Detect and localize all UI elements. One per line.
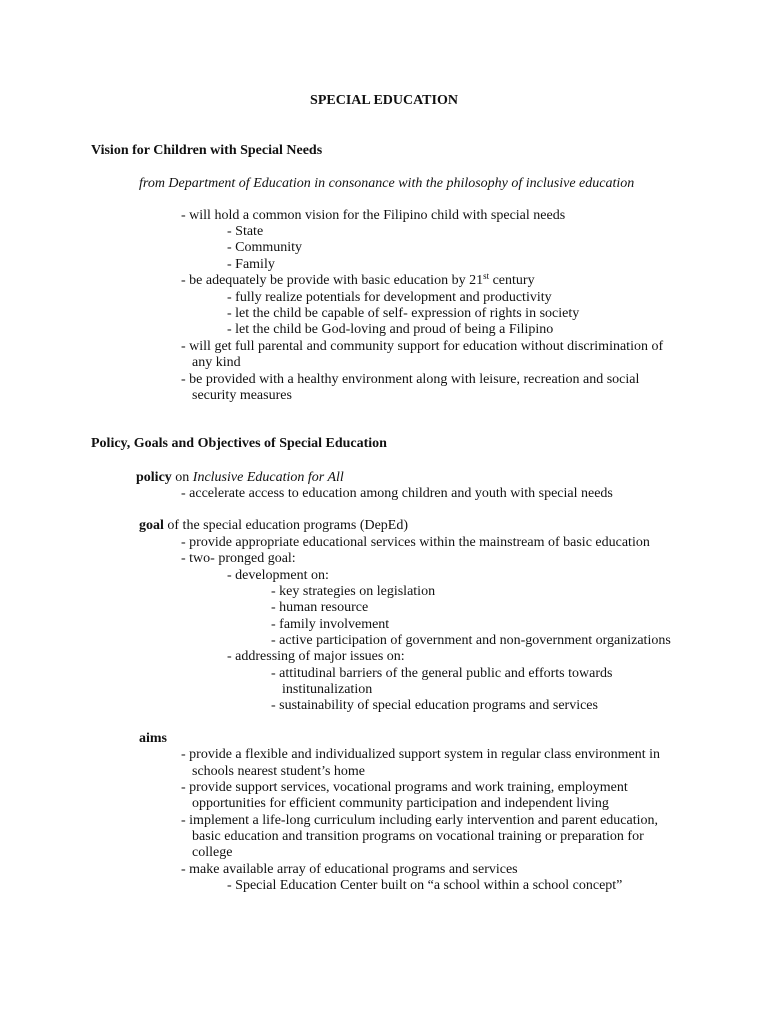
issue-item-attitudinal-barriers: - attitudinal barriers of the general public and efforts towards [271, 666, 613, 681]
vision-item-basic-education [181, 273, 535, 289]
issue-item-attitudinal-barriers-cont: institunalization [282, 682, 373, 697]
policy-label: policy [136, 470, 172, 485]
vision-subitem-potentials: - fully realize potentials for development and productivity [227, 290, 552, 305]
vision-item-healthy-environment: - be provided with a healthy environment along with leisure, recreation and social [181, 372, 640, 387]
aim-item-support-services: - provide support services, vocational programs and work training, employment [181, 780, 628, 795]
goal-addressing-issues: - addressing of major issues on: [227, 649, 405, 664]
vision-heading: Vision for Children with Special Needs [91, 143, 323, 158]
goal-line [139, 518, 408, 534]
vision-source-note: from Department of Education in consonance with the philosophy of inclusive education [139, 176, 635, 191]
page-title: SPECIAL EDUCATION [310, 93, 458, 108]
policy-title: Inclusive Education for All [192, 470, 344, 485]
aim-item-curriculum-cont-1: basic education and transition programs on vocational training or preparation for [192, 829, 644, 844]
aim-item-curriculum-cont-2: college [192, 845, 233, 860]
vision-item-basic-education-text: - be adequately be provide with basic education by 21 [181, 273, 484, 288]
aim-item-programs: - make available array of educational programs and services [181, 862, 518, 877]
aim-item-support-system: - provide a flexible and individualized support system in regular class environment in [181, 747, 660, 762]
policy-item: - accelerate access to education among children and youth with special needs [181, 486, 613, 501]
goal-item-two-pronged: - two- pronged goal: [181, 551, 296, 566]
issue-item-sustainability: - sustainability of special education programs and services [271, 698, 598, 713]
goal-label: goal [139, 518, 164, 533]
aims-label: aims [139, 731, 167, 746]
development-item-human-resource: - human resource [271, 600, 369, 615]
development-item-legislation: - key strategies on legislation [271, 584, 436, 599]
vision-item-common-vision: - will hold a common vision for the Filipino child with special needs [181, 208, 566, 223]
vision-item-parental-support: - will get full parental and community support for education without discrimination of [181, 339, 664, 354]
ordinal-superscript: st [483, 271, 490, 281]
development-item-participation: - active participation of government and non-government organizations [271, 633, 671, 648]
vision-subitem-self-expression: - let the child be capable of self- expression of rights in society [227, 306, 580, 321]
vision-item-basic-education-century: century [489, 273, 535, 288]
vision-subitem-god-loving: - let the child be God-loving and proud of being a Filipino [227, 322, 554, 337]
policy-section-heading: Policy, Goals and Objectives of Special Education [91, 436, 387, 451]
goal-item-appropriate-services: - provide appropriate educational services within the mainstream of basic education [181, 535, 650, 550]
vision-item-parental-support-cont: any kind [192, 355, 241, 370]
development-item-family: - family involvement [271, 617, 390, 632]
aim-item-curriculum: - implement a life-long curriculum including early intervention and parent education, [181, 813, 659, 828]
policy-on: on [171, 470, 193, 485]
aim-subitem-sped-center: - Special Education Center built on “a school within a school concept” [227, 878, 623, 893]
vision-item-healthy-environment-cont: security measures [192, 388, 292, 403]
aim-item-support-services-cont: opportunities for efficient community participation and independent living [192, 796, 609, 811]
policy-line [136, 470, 344, 486]
vision-subitem-family: - Family [227, 257, 275, 272]
vision-subitem-state: - State [227, 224, 264, 239]
goal-text: of the special education programs (DepEd) [163, 518, 409, 533]
goal-development-on: - development on: [227, 568, 329, 583]
vision-subitem-community: - Community [227, 240, 303, 255]
aim-item-support-system-cont: schools nearest student’s home [192, 764, 366, 779]
